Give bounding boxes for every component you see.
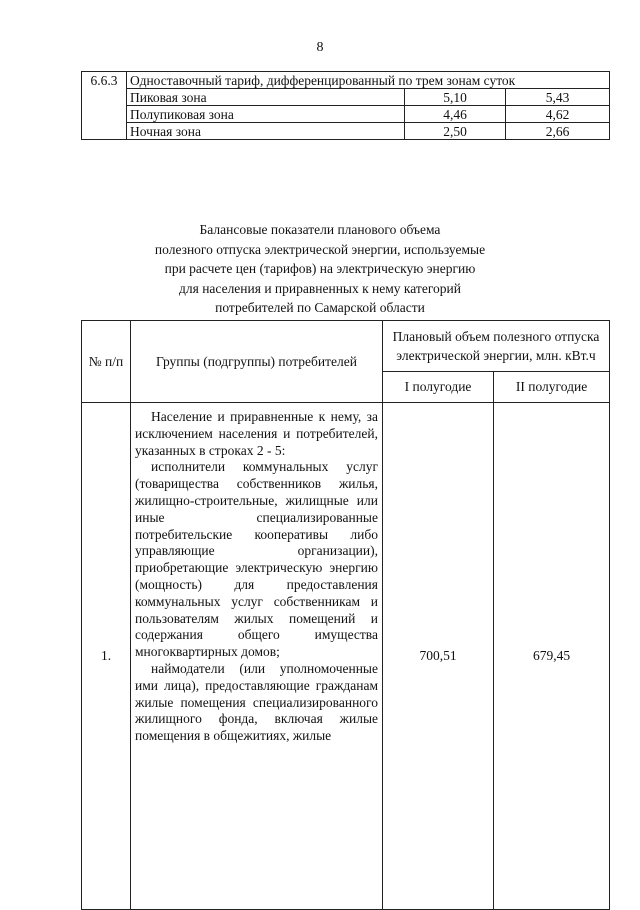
desc-paragraph: исполнители коммунальных услуг (товарищества собственников жилья, жилищно-строительные, жилищные или иные специализированные потребительские кооперативы либо управляющие организации), приобретающие электрическую энергию (мощность) для предоставления коммунальных услуг собственникам и пользователям жилых помещений и содержания общего имущества многоквартирных домов;: [135, 459, 378, 660]
page-number: 8: [316, 40, 324, 55]
tariff-code: 6.6.3: [82, 72, 127, 140]
col-header-h1: I полугодие: [383, 372, 494, 403]
row-description: [131, 403, 383, 910]
tariff-table: [81, 71, 610, 140]
heading-line: Балансовые показатели планового объема: [199, 222, 441, 237]
zone-value-h1: 2,50: [405, 123, 506, 140]
col-header-h2: II полугодие: [494, 372, 610, 403]
table-row: [82, 72, 610, 89]
table-row: [82, 106, 610, 123]
table-row: [82, 403, 610, 910]
balance-table: [81, 320, 610, 910]
table-row: [82, 123, 610, 140]
zone-name: Полупиковая зона: [127, 106, 405, 123]
zone-value-h2: 2,66: [506, 123, 610, 140]
row-value-h2: 679,45: [494, 403, 610, 910]
zone-name: Пиковая зона: [127, 89, 405, 106]
col-header-group: Группы (подгруппы) потребителей: [131, 321, 383, 403]
row-value-h1: 700,51: [383, 403, 494, 910]
zone-value-h2: 4,62: [506, 106, 610, 123]
desc-paragraph: наймодатели (или уполномоченные ими лица), предоставляющие гражданам жилые помещения специализированного жилищного фонда, включая жилые помещения в общежитиях, жилые: [135, 660, 378, 744]
section-heading: [0, 220, 640, 318]
heading-line: для населения и приравненных к нему категорий: [179, 280, 461, 296]
table-row: [82, 89, 610, 106]
desc-paragraph: Население и приравненные к нему, за исключением населения и потребителей, указанных в строках 2 - 5:: [135, 409, 378, 458]
heading-line: полезного отпуска электрической энергии, используемые: [154, 241, 486, 257]
tariff-title: Одноставочный тариф, дифференцированный по трем зонам суток: [127, 72, 610, 89]
table-header-row: [82, 321, 610, 372]
heading-line: при расчете цен (тарифов) на электрическую энергию: [164, 261, 476, 276]
zone-name: Ночная зона: [127, 123, 405, 140]
zone-value-h1: 4,46: [405, 106, 506, 123]
heading-line: потребителей по Самарской области: [215, 300, 425, 315]
zone-value-h2: 5,43: [506, 89, 610, 106]
col-header-num: № п/п: [82, 321, 131, 403]
row-number: 1.: [82, 403, 131, 910]
col-header-plan: Плановый объем полезного отпуска электрической энергии, млн. кВт.ч: [383, 321, 610, 372]
zone-value-h1: 5,10: [405, 89, 506, 106]
